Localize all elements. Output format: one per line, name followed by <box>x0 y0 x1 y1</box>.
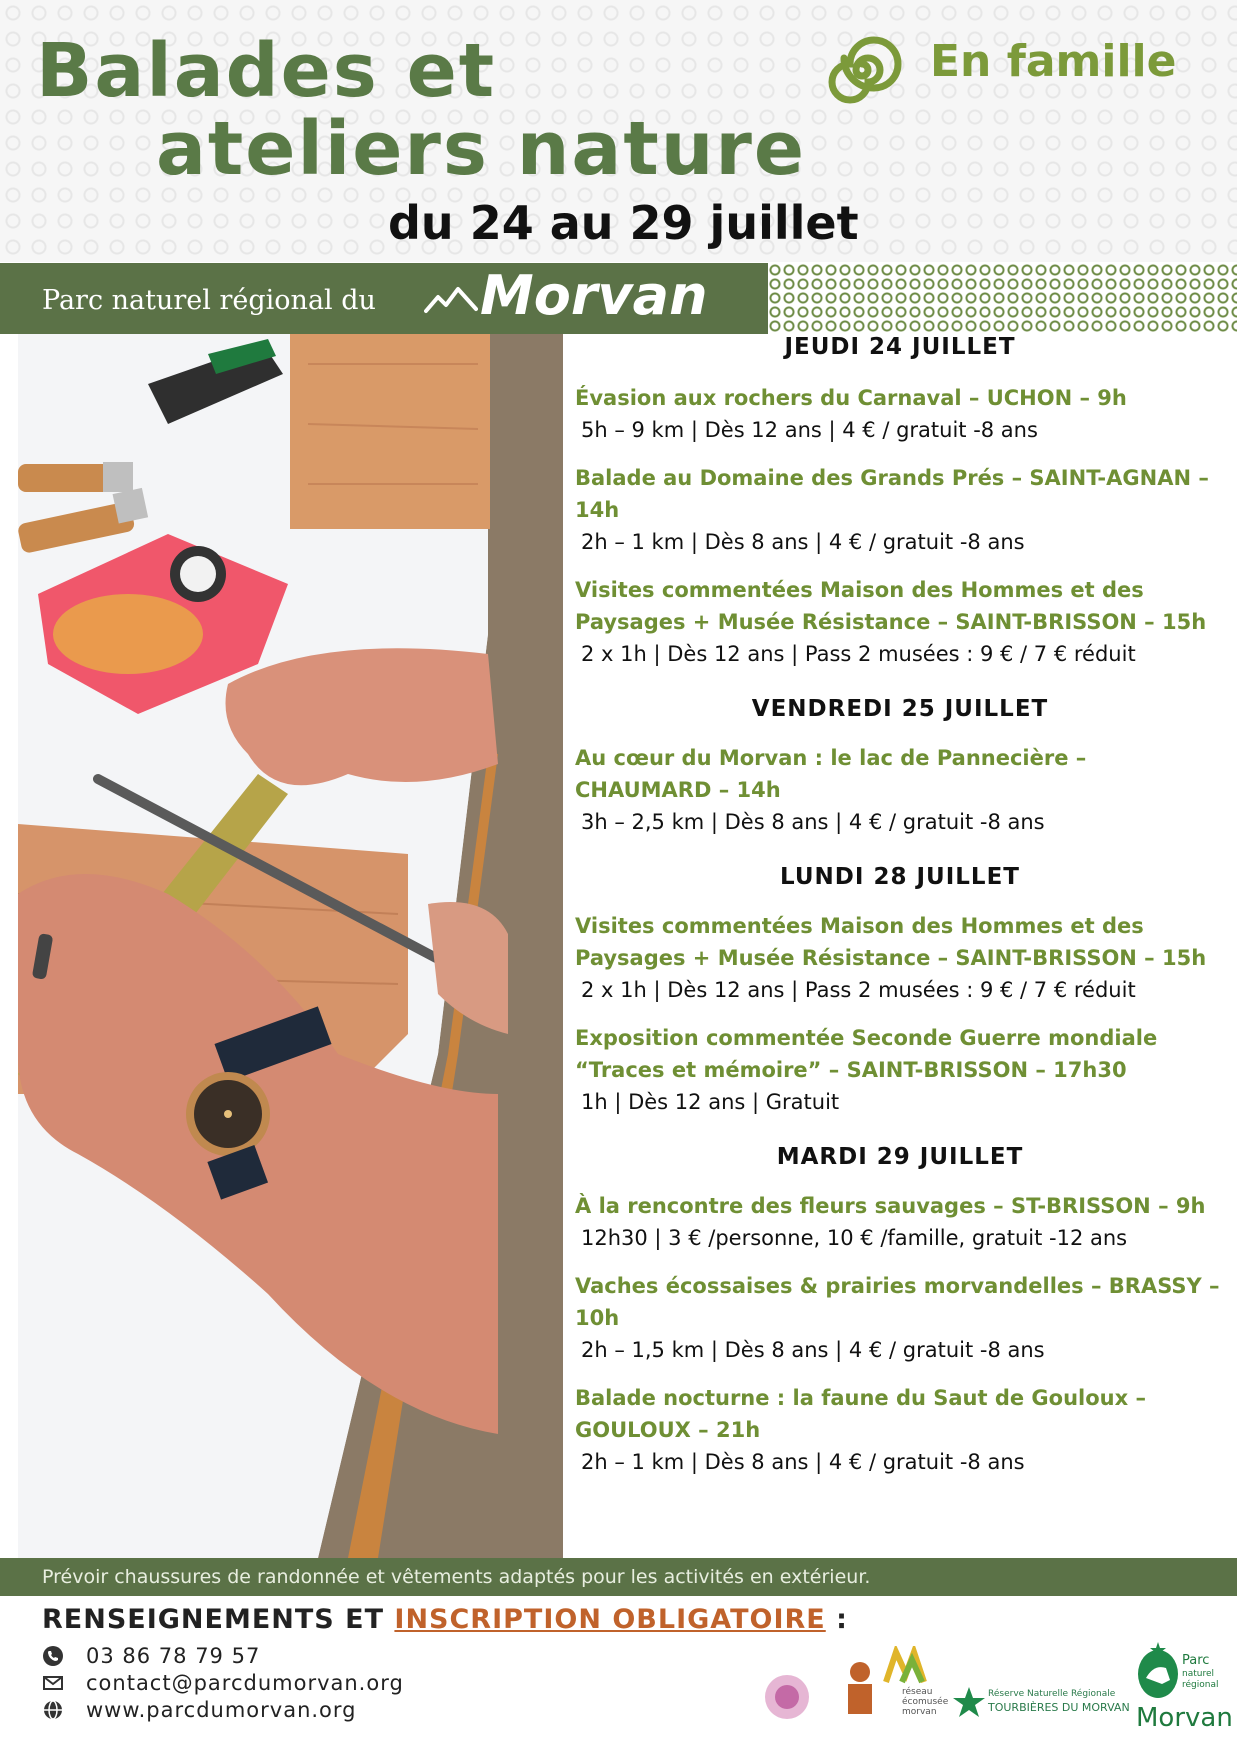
contact-heading-prefix: RENSEIGNEMENTS ET <box>42 1604 395 1635</box>
event-detail: 12h30 | 3 € /personne, 10 € /famille, gratuit -12 ans <box>581 1226 1128 1250</box>
reserve-star-icon <box>952 1686 986 1720</box>
event-item <box>575 574 1225 670</box>
event-title: Visites commentées Maison des Hommes et des Paysages + Musée Résistance – SAINT-BRISSON – 15h <box>575 578 1207 634</box>
parc-line-1: Parc <box>1182 1653 1210 1668</box>
parc-line-2: naturel <box>1182 1669 1214 1679</box>
park-brand: Morvan <box>480 264 708 327</box>
event-detail: 2h – 1 km | Dès 8 ans | 4 € / gratuit -8 ans <box>581 1450 1025 1474</box>
day-heading: JEUDI 24 JUILLET <box>784 334 1016 360</box>
event-detail: 3h – 2,5 km | Dès 8 ans | 4 € / gratuit -8 ans <box>581 810 1045 834</box>
day-heading: LUNDI 28 JUILLET <box>780 864 1020 890</box>
email-link[interactable]: contact@parcdumorvan.org <box>86 1671 404 1695</box>
reserve-line-1: Réserve Naturelle Régionale <box>988 1689 1116 1699</box>
event-title: Exposition commentée Seconde Guerre mondiale “Traces et mémoire” – SAINT-BRISSON – 17h30 <box>575 1026 1158 1082</box>
event-item <box>575 382 1225 446</box>
family-label: En famille <box>930 36 1177 87</box>
schedule <box>575 334 1225 1494</box>
reseau-text: réseau écomusée morvan <box>902 1687 949 1717</box>
event-title: Balade nocturne : la faune du Saut de Gouloux – GOULOUX – 21h <box>575 1386 1146 1442</box>
contact-heading-emphasis: INSCRIPTION OBLIGATOIRE <box>394 1604 826 1635</box>
parc-line-3: régional <box>1182 1680 1219 1690</box>
phone-icon <box>42 1645 64 1667</box>
event-detail: 5h – 9 km | Dès 12 ans | 4 € / gratuit -8 ans <box>581 418 1038 442</box>
event-item <box>575 1022 1225 1118</box>
website-link[interactable]: www.parcdumorvan.org <box>86 1698 357 1722</box>
event-title: Évasion aux rochers du Carnaval – UCHON – 9h <box>575 386 1127 410</box>
contact-heading <box>42 1604 848 1635</box>
globe-icon <box>42 1699 64 1721</box>
mountain-icon <box>424 277 478 317</box>
reserve-line-2: TOURBIÈRES DU MORVAN <box>988 1701 1130 1714</box>
notice-strip <box>0 1558 1237 1596</box>
event-title: Vaches écossaises & prairies morvandelles – BRASSY – 10h <box>575 1274 1220 1330</box>
title-line-2: ateliers nature <box>156 106 807 192</box>
event-title: Visites commentées Maison des Hommes et des Paysages + Musée Résistance – SAINT-BRISSON – 15h <box>575 914 1207 970</box>
parc-horse-icon <box>1136 1640 1180 1700</box>
event-title: À la rencontre des fleurs sauvages – ST-BRISSON – 9h <box>575 1194 1206 1218</box>
event-detail: 2 x 1h | Dès 12 ans | Pass 2 musées : 9 € / 7 € réduit <box>581 978 1136 1002</box>
header <box>0 0 1237 262</box>
event-item <box>575 1382 1225 1478</box>
museum-logo <box>840 1660 880 1720</box>
spiral-icon <box>822 30 902 110</box>
event-title: Balade au Domaine des Grands Prés – SAINT-AGNAN – 14h <box>575 466 1209 522</box>
event-title: Au cœur du Morvan : le lac de Pannecière – CHAUMARD – 14h <box>575 746 1087 802</box>
event-item <box>575 910 1225 1006</box>
mail-icon <box>42 1672 64 1694</box>
day-heading: MARDI 29 JUILLET <box>776 1144 1024 1170</box>
event-item <box>575 462 1225 558</box>
parc-brand: Morvan <box>1136 1703 1233 1733</box>
event-detail: 1h | Dès 12 ans | Gratuit <box>581 1090 840 1114</box>
contact-heading-suffix: : <box>825 1604 848 1635</box>
park-band <box>0 263 768 334</box>
event-detail: 2 x 1h | Dès 12 ans | Pass 2 musées : 9 € / 7 € réduit <box>581 642 1136 666</box>
park-band-text: Parc naturel régional du <box>42 285 376 316</box>
event-item <box>575 1190 1225 1254</box>
flower-logo <box>752 1662 822 1732</box>
contact-phone-row <box>42 1644 260 1668</box>
contact-web-row <box>42 1698 357 1722</box>
event-detail: 2h – 1,5 km | Dès 8 ans | 4 € / gratuit -8 ans <box>581 1338 1045 1362</box>
event-item <box>575 742 1225 838</box>
notice-text: Prévoir chaussures de randonnée et vêtements adaptés pour les activités en extérieur. <box>42 1566 871 1588</box>
partner-logos <box>752 1640 1232 1745</box>
workshop-photo <box>18 334 563 1558</box>
title-line-1: Balades et <box>36 28 497 114</box>
phone-number[interactable]: 03 86 78 79 57 <box>86 1644 261 1668</box>
day-heading: VENDREDI 25 JUILLET <box>751 696 1049 722</box>
contact-email-row <box>42 1671 404 1695</box>
ecomusee-logo <box>882 1646 928 1686</box>
decorative-pattern <box>768 263 1237 334</box>
event-item <box>575 1270 1225 1366</box>
dates: du 24 au 29 juillet <box>388 196 859 250</box>
event-detail: 2h – 1 km | Dès 8 ans | 4 € / gratuit -8 ans <box>581 530 1025 554</box>
